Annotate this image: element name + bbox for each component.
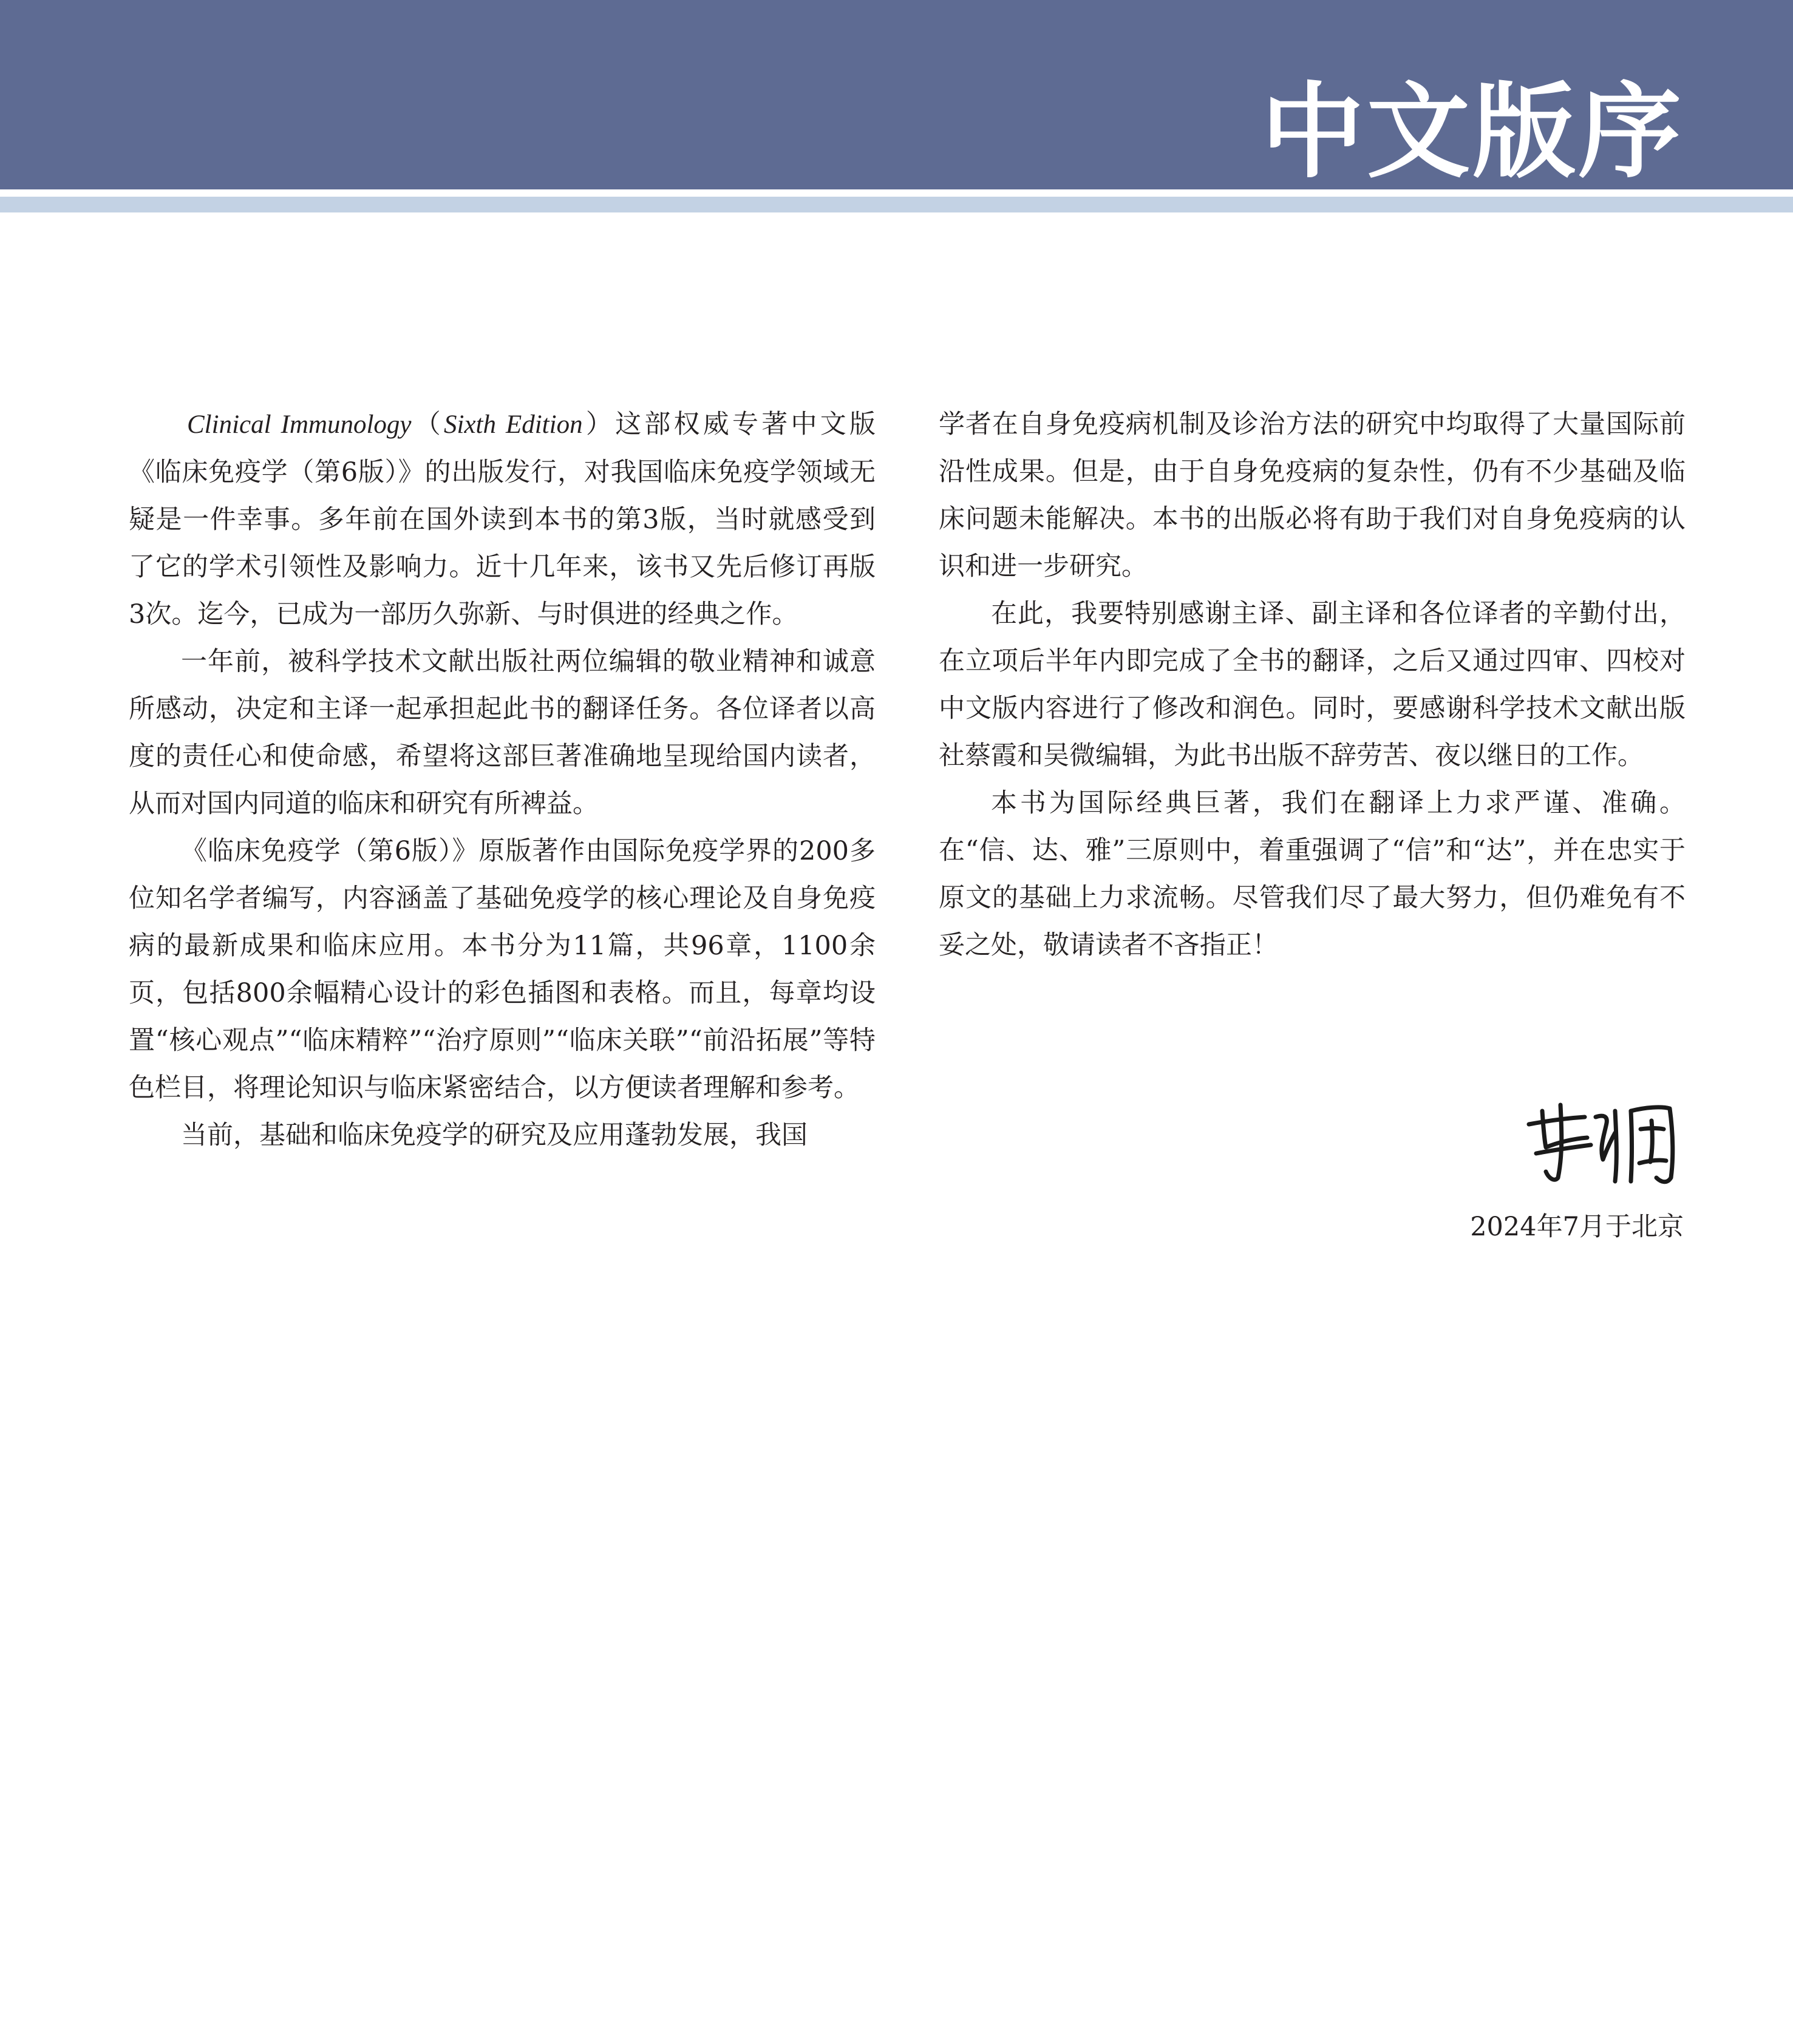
paragraph-2: 一年前，被科学技术文献出版社两位编辑的敬业精神和诚意所感动，决定和主译一起承担起此书的翻译任务。各位译者以高度的责任心和使命感，希望将这部巨著准确地呈现给国内读者，从而对国内同道的临床和研究有所裨益。 — [129, 647, 876, 819]
signature-graphic — [1524, 1087, 1682, 1190]
paragraph-1-text: 这部权威专著中文版《临床免疫学（第6版）》的出版发行，对我国临床免疫学领域无疑是一件幸事。多年前在国外读到本书的第3版，当时就感受到了它的学术引领性及影响力。近十几年来，该书又先后修订再版3次。迄今，已成为一部历久弥新、与时俱进的经典之作。 — [129, 409, 876, 630]
open-paren: （ — [411, 409, 444, 440]
close-paren: ） — [582, 409, 616, 440]
left-text-column — [129, 401, 876, 1159]
header-accent-stripe — [0, 197, 1793, 212]
right-text-column — [939, 401, 1686, 969]
edition-english: Sixth Edition — [444, 410, 583, 439]
book-title-english: Clinical Immunology — [187, 410, 412, 439]
paragraph-4-start: 当前，基础和临床免疫学的研究及应用蓬勃发展，我国 — [181, 1120, 808, 1150]
page-title: 中文版序 — [1261, 72, 1684, 192]
paragraph-1 — [129, 401, 876, 638]
paragraph-3: 《临床免疫学（第6版）》原版著作由国际免疫学界的200多位知名学者编写，内容涵盖了基础免疫学的核心理论及自身免疫病的最新成果和临床应用。本书分为11篇，共96章，1100余页，包括800余幅精心设计的彩色插图和表格。而且，每章均设置“核心观点”“临床精粹”“治疗原则”“临床关联”“前沿拓展”等特色栏目，将理论知识与临床紧密结合，以方便读者理解和参考。 — [129, 836, 876, 1103]
paragraph-4-continued: 学者在自身免疫病机制及诊治方法的研究中均取得了大量国际前沿性成果。但是，由于自身免疫病的复杂性，仍有不少基础及临床问题未能解决。本书的出版必将有助于我们对自身免疫病的认识和进一步研究。 — [939, 409, 1686, 582]
paragraph-5: 在此，我要特别感谢主译、副主译和各位译者的辛勤付出，在立项后半年内即完成了全书的翻译，之后又通过四审、四校对中文版内容进行了修改和润色。同时，要感谢科学技术文献出版社蔡霞和吴微编辑，为此书出版不辞劳苦、夜以继日的工作。 — [939, 599, 1686, 771]
handwritten-signature — [1524, 1087, 1682, 1190]
signature-date-place: 2024年7月于北京 — [1470, 1212, 1684, 1242]
paragraph-6: 本书为国际经典巨著，我们在翻译上力求严谨、准确。在“信、达、雅”三原则中，着重强调了“信”和“达”，并在忠实于原文的基础上力求流畅。尽管我们尽了最大努力，但仍难免有不妥之处，敬请读者不吝指正！ — [939, 788, 1686, 960]
